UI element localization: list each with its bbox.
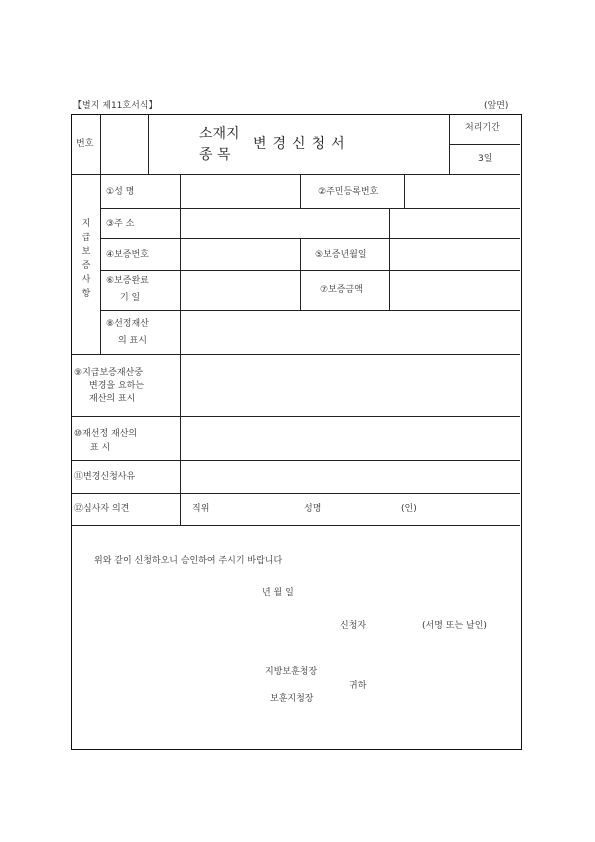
reviewer-position-label: 직위 (192, 504, 210, 514)
divider (100, 115, 101, 174)
field-property-label: ⑧선정재산 (106, 319, 149, 329)
divider (100, 238, 520, 239)
divider (72, 354, 520, 355)
divider (72, 493, 520, 494)
page-title: 변경신청서 (253, 136, 351, 152)
reviewer-seal-label: (인) (401, 504, 417, 514)
field-name-label: ①성 명 (106, 187, 135, 197)
reviewer-name-label: 성명 (304, 504, 322, 514)
divider (300, 175, 301, 208)
divider (72, 174, 520, 175)
divider (100, 208, 520, 209)
request-statement: 위와 같이 신청하오니 승인하여 주시기 바랍니다 (94, 556, 283, 566)
form-number: 【별지 제11호서식】 (73, 101, 158, 111)
applicant-label: 신청자 (340, 621, 367, 631)
title-location: 소재지 (199, 126, 240, 142)
guarantee-section-label: 지급보증사항 (81, 219, 91, 299)
field-reselected-label: ⑩재선정 재산의 (74, 429, 138, 439)
field-completion-label-2: 기 일 (120, 293, 141, 303)
processing-period-value: 3일 (478, 154, 493, 164)
divider (100, 270, 520, 271)
divider (300, 238, 301, 310)
addressee-regional: 지방보훈청장 (265, 667, 318, 677)
field-change-reason-label: ⑪변경신청사유 (74, 472, 136, 482)
field-reviewer-label: ⑫심사자 의견 (74, 504, 130, 514)
field-guarantee-no-label: ④보증번호 (106, 250, 149, 260)
title-category: 종 목 (199, 147, 231, 163)
field-address-label: ③주 소 (106, 219, 135, 229)
divider (148, 115, 149, 174)
field-resident-no-label: ②주민등록번호 (318, 187, 379, 197)
field-reselected-label-2: 표 시 (90, 443, 111, 453)
divider (72, 460, 520, 461)
field-completion-label: ⑥보증완료 (106, 276, 149, 286)
divider (100, 310, 520, 311)
divider (180, 175, 181, 525)
number-label: 번호 (76, 139, 94, 149)
divider (72, 416, 520, 417)
divider (100, 175, 101, 354)
honorific: 귀하 (349, 681, 367, 691)
field-amount-label: ⑦보증금액 (320, 285, 363, 295)
divider (389, 208, 390, 238)
field-property-label-2: 의 표시 (118, 336, 147, 346)
signature-note: (서명 또는 날인) (422, 621, 487, 631)
field-change-property-label-2: 변경을 요하는 (89, 381, 145, 391)
page-side-label: (앞면) (484, 101, 509, 111)
field-change-property-label-3: 재산의 표시 (89, 394, 136, 404)
divider (389, 238, 390, 310)
processing-period-label: 처리기간 (465, 123, 500, 133)
divider (449, 144, 520, 145)
divider (449, 115, 450, 174)
field-guarantee-date-label: ⑤보증년월일 (315, 250, 367, 260)
field-change-property-label: ⑨지급보증재산중 (74, 368, 143, 378)
form-frame (71, 114, 522, 750)
addressee-branch: 보훈지청장 (270, 694, 314, 704)
divider (404, 175, 405, 208)
divider (72, 525, 520, 526)
date-line: 년 월 일 (262, 588, 294, 598)
